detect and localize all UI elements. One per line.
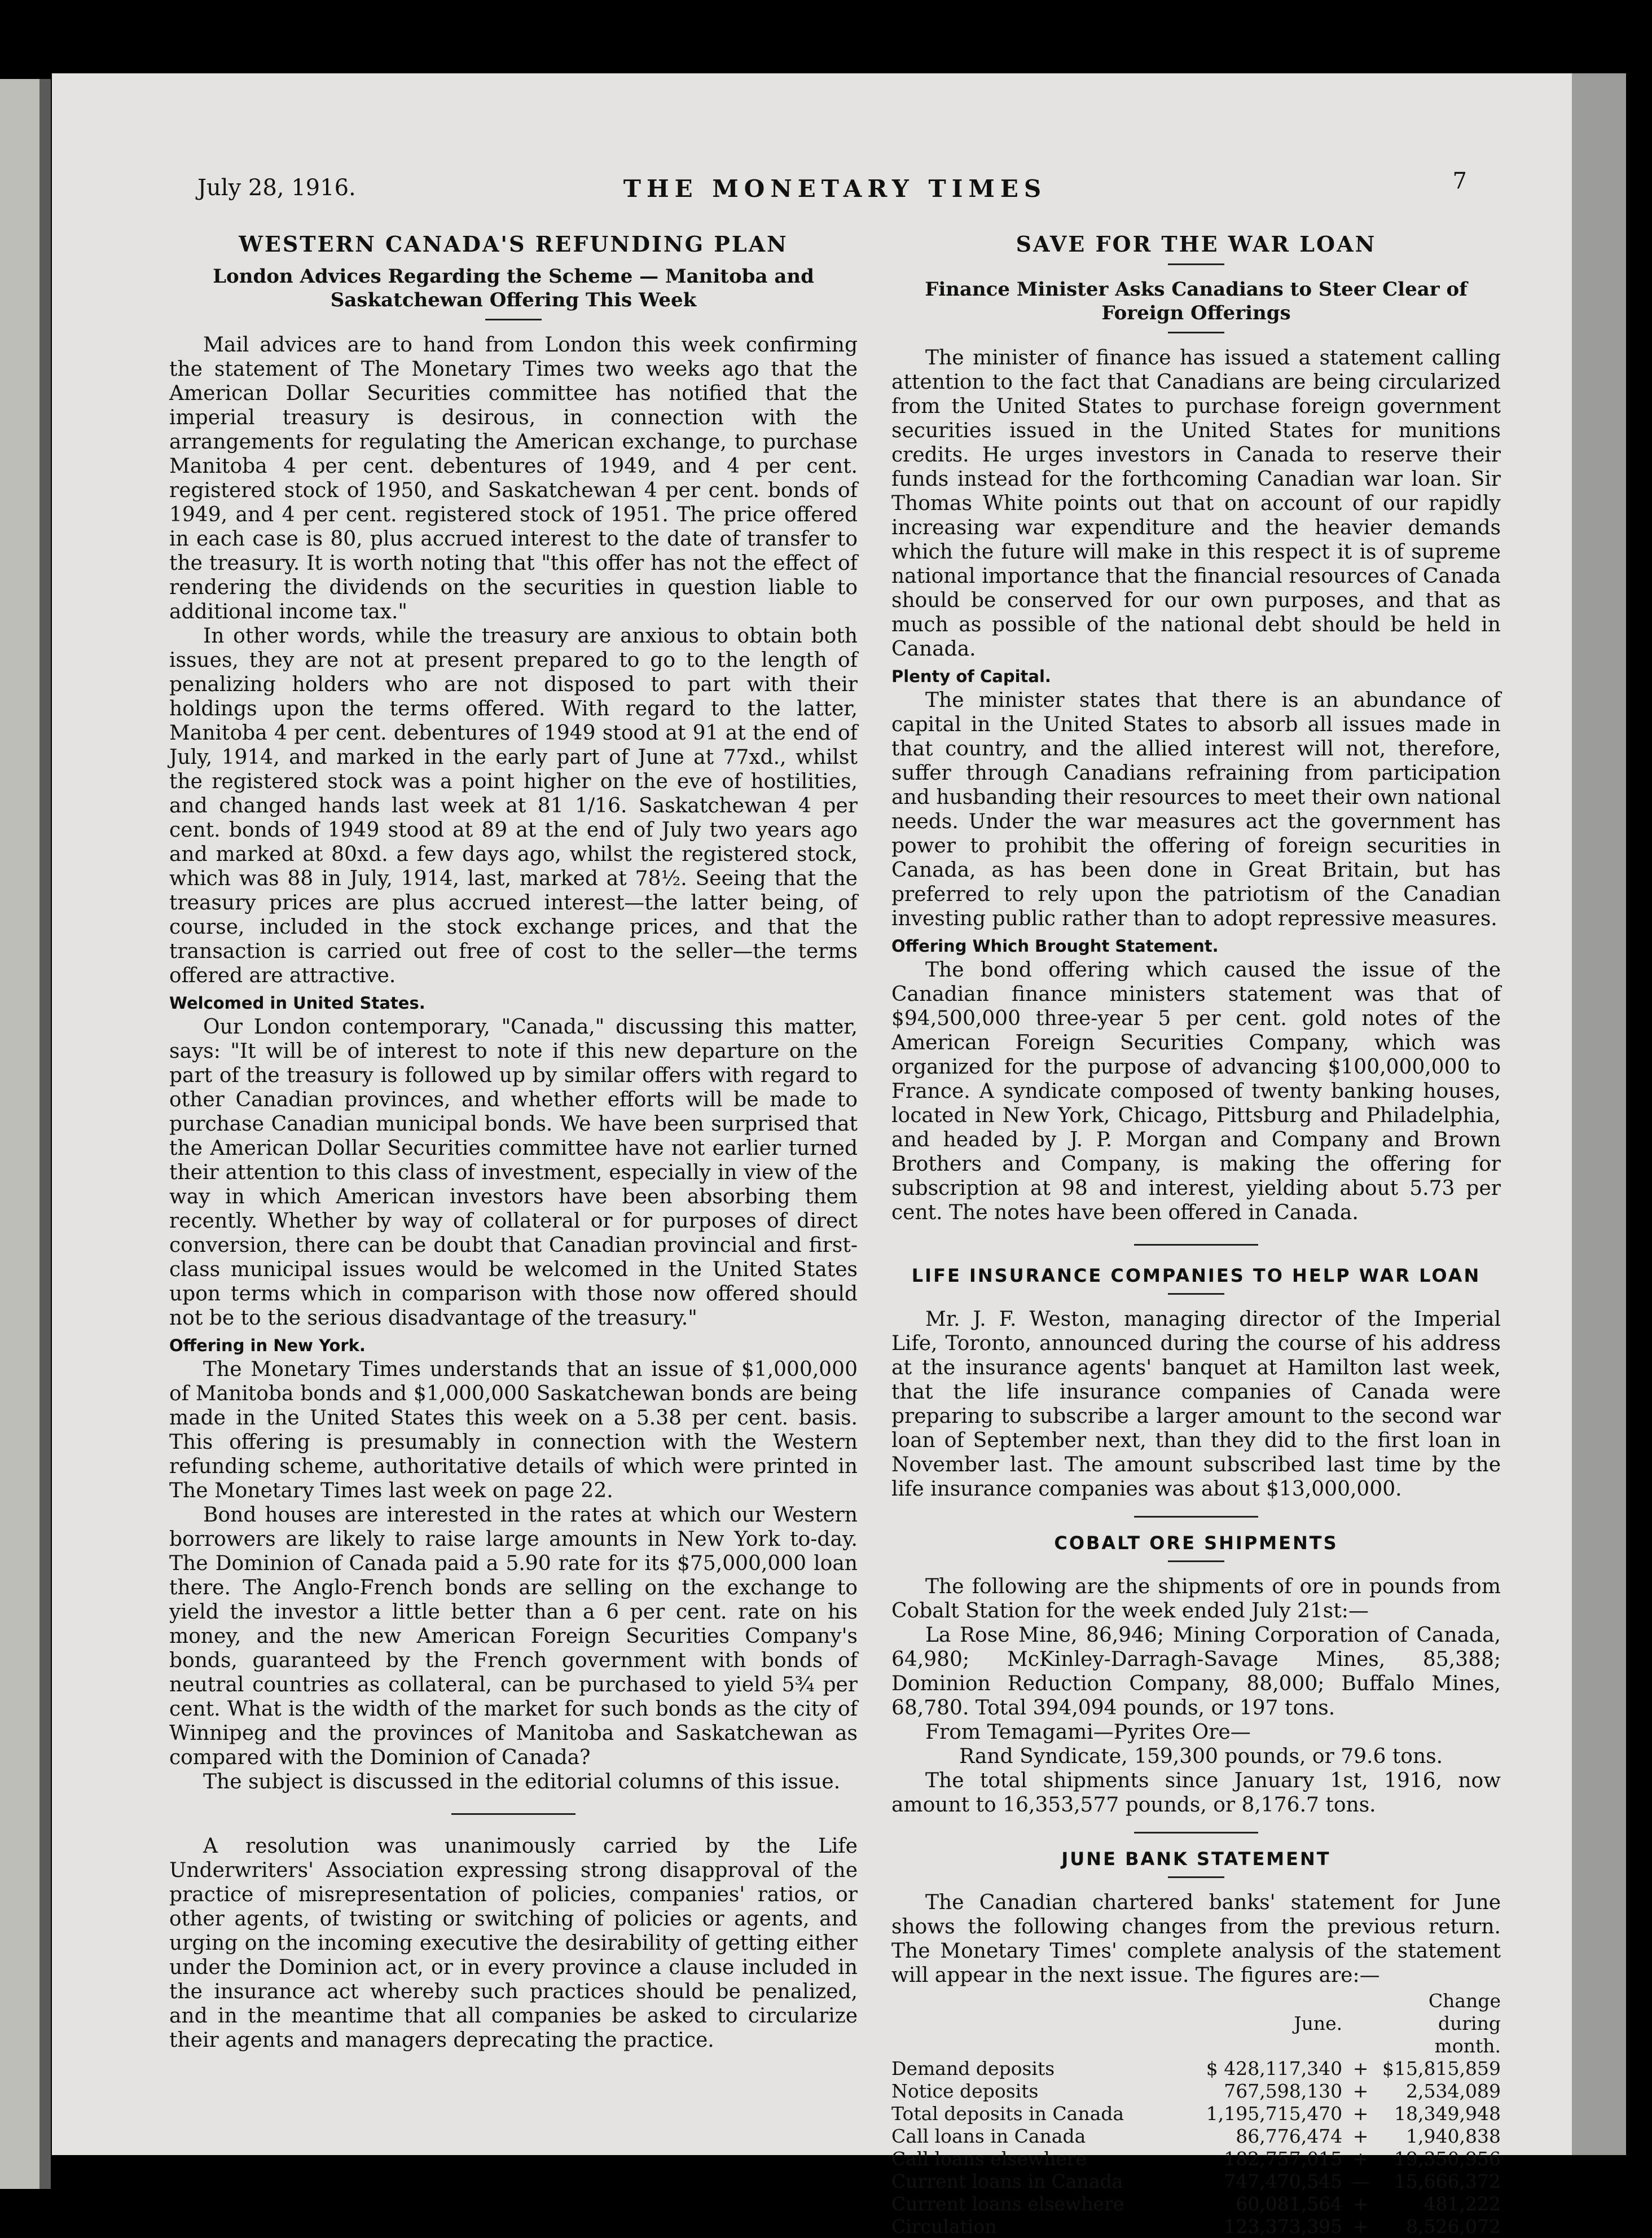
change-value: 2,534,089 — [1406, 2080, 1501, 2102]
june-value: 182,757,015 — [1224, 2148, 1343, 2170]
paragraph: The minister states that there is an abundance of capital in the United States to absorb all issues made in that country, and the allied interest will not, therefore, suffer through Canadians refraining from participation and husbanding their resources to meet their own national needs. Under the war measures act the government has power to prohibit the offering of foreign securities in Canada, as has been done in Great Britain, but has preferred to rely upon the patriotism of the Canadian investing public rather than to adopt repressive measures. — [891, 689, 1501, 930]
column-header: June. — [1294, 2012, 1343, 2034]
change-sign: + — [1352, 2125, 1369, 2147]
row-label: Call loans in Canada — [891, 2125, 1086, 2147]
table-row — [891, 2080, 1501, 2103]
paragraph: The minister of finance has issued a statement calling attention to the fact that Canadians are being circularized from the United States to purchase foreign government securities issued in the United States for munitions credits. He urges investors in Canada to reserve their funds instead for the forthcoming Canadian war loan. Sir Thomas White points out that on account of our rapidly increasing war expenditure and the heavier demands which the future will make in this respect it is of supreme national importance that the financial resources of Canada should be conserved for our own purposes, and that as much as possible of the national debt should be held in Canada. — [891, 346, 1501, 661]
paragraph: Mr. J. F. Weston, managing director of the Imperial Life, Toronto, announced during the course of his address at the insurance agents' banquet at Hamilton last week, that the life insurance companies of Canada were preparing to subscribe a larger amount to the second war loan of September next, than they did to the first loan in November last. The amount subscribed last time by the life insurance companies was about $13,000,000. — [891, 1308, 1501, 1501]
paragraph: Bond houses are interested in the rates at which our Western borrowers are likely to raise large amounts in New York to-day. The Dominion of Canada paid a 5.90 rate for its $75,000,000 loan there. The Anglo-French bonds are selling on the exchange to yield the investor a little better than a 6 per cent. rate on his money, and the new American Foreign Securities Company's bonds, guaranteed by the French government with bonds of neutral countries as collateral, can be purchased to yield 5¾ per cent. What is the width of the market for such bonds as the city of Winnipeg and the provinces of Manitoba and Saskatchewan as compared with the Dominion of Canada? — [169, 1503, 858, 1769]
right-column — [891, 231, 1501, 2238]
right-page-edge — [1572, 73, 1626, 2155]
article-subheading: London Advices Regarding the Scheme — Manitoba and Saskatchewan Offering This Week — [213, 265, 814, 311]
row-label: Current loans in Canada — [891, 2170, 1123, 2192]
article-heading: COBALT ORE SHIPMENTS — [1054, 1532, 1338, 1554]
row-label: Demand deposits — [891, 2057, 1055, 2079]
june-value: $ 428,117,340 — [1206, 2057, 1343, 2079]
article-subheading: Finance Minister Asks Canadians to Steer Clear of Foreign Offerings — [925, 278, 1468, 324]
change-value: $15,815,859 — [1382, 2057, 1501, 2079]
paragraph: The following are the shipments of ore in pounds from Cobalt Station for the week ended July 21st:— — [891, 1575, 1501, 1623]
table-row — [891, 2215, 1501, 2238]
table-row — [891, 2193, 1501, 2215]
divider — [1168, 332, 1224, 333]
left-page-edge — [0, 79, 39, 2189]
change-sign: + — [1352, 2148, 1369, 2170]
paragraph: La Rose Mine, 86,946; Mining Corporation of Canada, 64,980; McKinley-Darragh-Savage Mines, 85,388; Dominion Reduction Company, 88,000; Buffalo Mines, 68,780. Total 394,094 pounds, or 197 tons. — [891, 1624, 1501, 1720]
divider — [1134, 1516, 1258, 1518]
paragraph: The Canadian chartered banks' statement for June shows the following changes from the previous return. The Monetary Times' complete analysis of the statement will appear in the next issue. The figures are:— — [891, 1891, 1501, 1987]
side-heading: Offering in New York. — [169, 1336, 366, 1355]
table-row — [891, 2057, 1501, 2080]
row-label: Circulation — [891, 2215, 997, 2237]
bank-figures-table — [891, 1990, 1501, 2238]
row-label: Call loans elsewhere — [891, 2148, 1087, 2170]
change-sign: + — [1352, 2057, 1369, 2079]
paragraph: In other words, while the treasury are anxious to obtain both issues, they are not at present prepared to go to the length of penalizing holders who are not disposed to part with their holdings upon the terms offered. With regard to the latter, Manitoba 4 per cent. debentures of 1949 stood at 91 at the end of July, 1914, and marked in the early part of June at 77xd., whilst the registered stock was a point higher on the eve of hostilities, and changed hands last week at 81 1/16. Saskatchewan 4 per cent. bonds of 1949 stood at 89 at the end of July two years ago and marked at 80xd. a few days ago, whilst the registered stock, which was 88 in July, 1914, last, marked at 78½. Seeing that the treasury prices are plus accrued interest—the latter being, of course, included in the stock exchange prices, and that the transaction is carried out free of cost to the seller—the terms offered are attractive. — [169, 625, 858, 987]
change-value: 1,940,838 — [1406, 2125, 1501, 2147]
paragraph: From Temagami—Pyrites Ore— — [925, 1721, 1251, 1744]
paragraph: The total shipments since January 1st, 1916, now amount to 16,353,577 pounds, or 8,176.7 tons. — [891, 1769, 1501, 1817]
june-value: 123,373,395 — [1224, 2215, 1343, 2237]
change-value: 18,349,948 — [1394, 2103, 1501, 2125]
row-label: Total deposits in Canada — [891, 2103, 1124, 2125]
june-value: 1,195,715,470 — [1206, 2103, 1343, 2125]
side-heading: Offering Which Brought Statement. — [891, 936, 1219, 956]
article-heading: JUNE BANK STATEMENT — [1061, 1848, 1331, 1870]
change-value: 15,666,372 — [1394, 2170, 1501, 2192]
table-header-row — [891, 1990, 1501, 2057]
table-row — [891, 2103, 1501, 2125]
paragraph: The bond offering which caused the issue of the Canadian finance ministers statement was that of $94,500,000 three-year 5 per cent. gold notes of the American Foreign Securities Company, which was organized for the purpose of advancing $100,000,000 to France. A syndicate composed of twenty banking houses, located in New York, Chicago, Pittsburg and Philadelphia, and headed by J. P. Morgan and Company and Brown Brothers and Company, is making the offering for subscription at 98 and interest, yielding about 5.73 per cent. The notes have been offered in Canada. — [891, 958, 1501, 1224]
paragraph: Rand Syndicate, 159,300 pounds, or 79.6 tons. — [959, 1745, 1443, 1768]
issue-date: July 28, 1916. — [197, 175, 356, 201]
divider — [1134, 1244, 1258, 1246]
divider — [485, 319, 542, 320]
page-content — [169, 152, 1501, 2237]
table-row — [891, 2125, 1501, 2148]
change-sign: + — [1352, 2193, 1369, 2215]
paragraph: The Monetary Times understands that an issue of $1,000,000 of Manitoba bonds and $1,000,000 Saskatchewan bonds are being made in the United States this week on a 5.38 per cent. basis. This offering is presumably in connection with the Western refunding scheme, authoritative details of which were printed in The Monetary Times last week on page 22. — [169, 1358, 858, 1502]
page-number: 7 — [1452, 168, 1467, 194]
change-sign: + — [1352, 2080, 1369, 2102]
divider — [451, 1813, 575, 1815]
june-value: 767,598,130 — [1224, 2080, 1343, 2102]
running-header — [169, 164, 1501, 203]
left-column — [169, 231, 858, 2052]
article-heading: LIFE INSURANCE COMPANIES TO HELP WAR LOAN — [911, 1265, 1481, 1286]
binding-shadow — [39, 79, 51, 2189]
table-row — [891, 2148, 1501, 2170]
divider — [1168, 1293, 1224, 1295]
divider — [1168, 263, 1224, 265]
article-heading: SAVE FOR THE WAR LOAN — [1016, 231, 1377, 257]
table-row — [891, 2170, 1501, 2193]
june-value: 86,776,474 — [1236, 2125, 1343, 2147]
change-sign: + — [1352, 2215, 1369, 2237]
side-heading: Welcomed in United States. — [169, 993, 425, 1013]
article-heading: WESTERN CANADA'S REFUNDING PLAN — [239, 231, 788, 257]
divider — [1134, 1832, 1258, 1834]
publication-title: THE MONETARY TIMES — [623, 175, 1047, 203]
paragraph: Mail advices are to hand from London this week confirming the statement of The Monetary Times two weeks ago that the American Dollar Securities committee has notified that the imperial treasury is desirous, in connection with the arrangements for regulating the American exchange, to purchase Manitoba 4 per cent. debentures of 1949, and 4 per cent. registered stock of 1950, and Saskatchewan 4 per cent. bonds of 1949, and 4 per cent. registered stock of 1951. The price offered in each case is 80, plus accrued interest to the date of transfer to the treasury. It is worth noting that "this offer has not the effect of rendering the dividends on the securities in question liable to additional income tax." — [169, 333, 858, 623]
change-sign: + — [1352, 2103, 1369, 2125]
change-value: 8,526,072 — [1406, 2215, 1501, 2237]
side-heading: Plenty of Capital. — [891, 667, 1051, 686]
change-value: 481,222 — [1423, 2193, 1501, 2215]
june-value: 747,470,545 — [1224, 2170, 1343, 2192]
divider — [1168, 1560, 1224, 1562]
row-label: Notice deposits — [891, 2080, 1039, 2102]
june-value: 60,081,564 — [1236, 2193, 1343, 2215]
divider — [1168, 1876, 1224, 1878]
change-value: 19,350,956 — [1394, 2148, 1501, 2170]
paragraph: Our London contemporary, "Canada," discussing this matter, says: "It will be of interest to note if this new departure on the part of the treasury is followed up by similar offers with regard to other Canadian provinces, and whether efforts will be made to purchase Canadian municipal bonds. We have been surprised that the American Dollar Securities committee have not earlier turned their attention to this class of investment, especially in view of the way in which American investors have been absorbing them recently. Whether by way of collateral or for purposes of direct conversion, there can be doubt that Canadian provincial and first-class municipal issues would be welcomed in the United States upon terms which in comparison with those now offered should not be to the serious disadvantage of the treasury." — [169, 1015, 858, 1330]
change-sign: — — [1351, 2170, 1370, 2192]
paragraph: The subject is discussed in the editorial columns of this issue. — [203, 1770, 841, 1793]
row-label: Current loans elsewhere — [891, 2193, 1124, 2215]
paragraph: A resolution was unanimously carried by the Life Underwriters' Association expressing strong disapproval of the practice of misrepresentation of policies, companies' ratios, or other agents, of twisting or switching of policies or agents, and urging on the incoming executive the desirability of getting either under the Dominion act, or in every province a clause included in the insurance act whereby such practices should be penalized, and in the meantime that all companies be asked to circularize their agents and managers deprecating the practice. — [169, 1835, 858, 2052]
column-header: Change during month. — [1428, 1990, 1501, 2057]
